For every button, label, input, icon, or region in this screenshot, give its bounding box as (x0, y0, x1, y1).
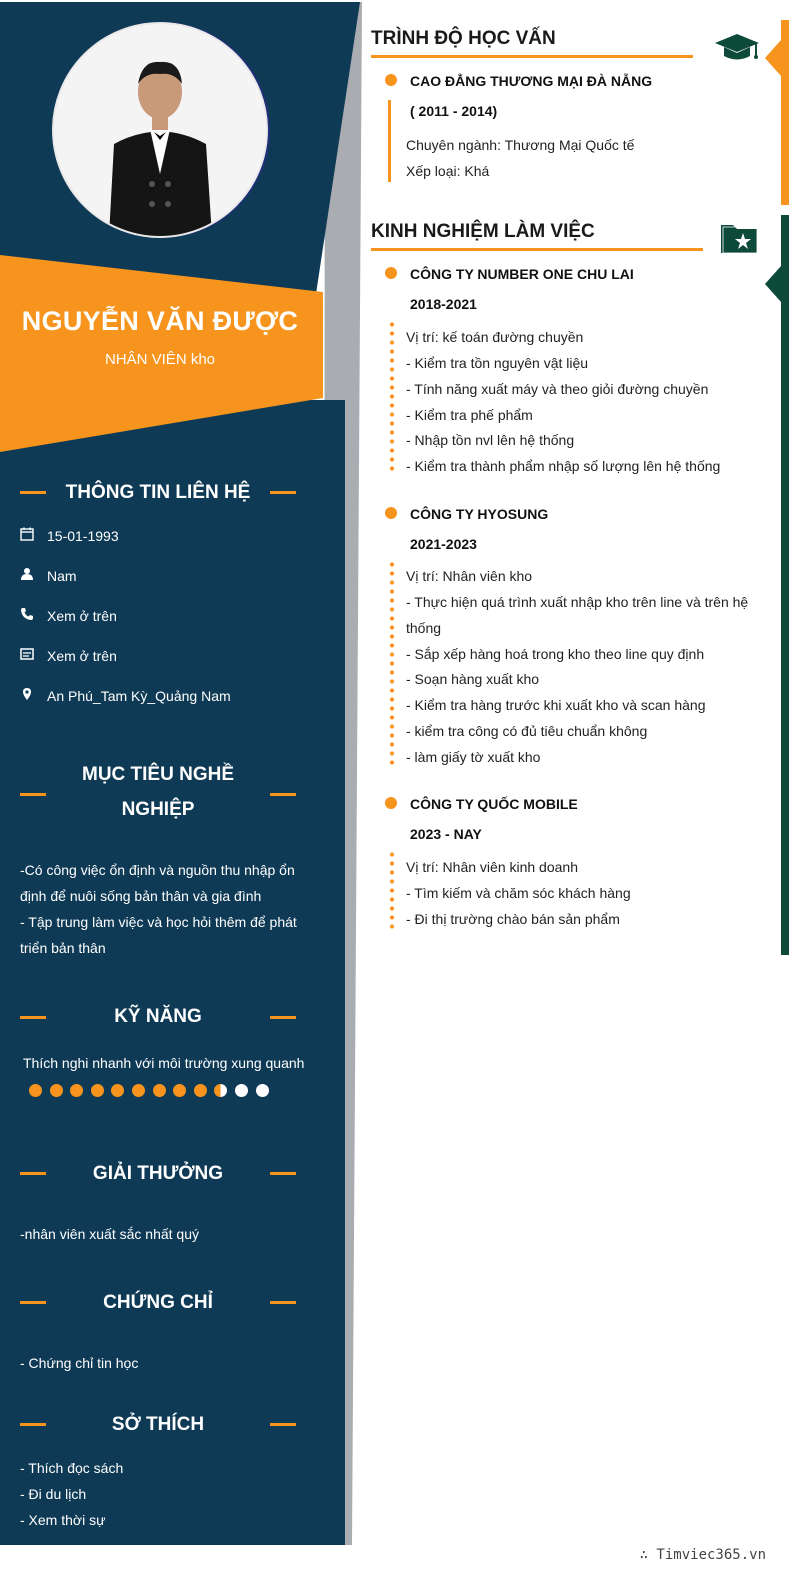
phone-icon (20, 607, 34, 621)
job-bullet (385, 507, 397, 519)
job-title: NHÂN VIÊN kho (104, 351, 216, 368)
hobby-line: - Thích đọc sách (20, 1460, 124, 1476)
job-line: - Sắp xếp hàng hoá trong kho theo line quy định (406, 646, 705, 662)
job-line: thống (406, 620, 442, 636)
job-line: - Tính năng xuất máy và theo giỏi đường chuyền (406, 381, 709, 397)
school-name: CAO ĐẲNG THƯƠNG MẠI ĐÀ NẴNG (410, 73, 653, 89)
objective-line: định để nuôi sống bản thân và gia đình (20, 888, 262, 904)
job-period: 2018-2021 (410, 296, 477, 312)
job-line: - làm giấy tờ xuất kho (406, 749, 541, 765)
heading-dash-right (270, 1016, 296, 1019)
objective-line: -Có công việc ổn định và nguồn thu nhập ổn (20, 862, 295, 878)
heading-dash-right (270, 1423, 296, 1426)
heading-dash-right (270, 1301, 296, 1304)
skill-dot (194, 1084, 207, 1097)
job-line: - Kiểm tra hàng trước khi xuất kho và scan hàng (406, 697, 706, 713)
certificate-line: - Chứng chỉ tin học (20, 1355, 139, 1371)
education-heading: TRÌNH ĐỘ HỌC VẤN (371, 28, 556, 49)
job-line: Vị trí: Nhân viên kinh doanh (406, 859, 578, 875)
job-timeline (390, 320, 394, 475)
hobbies-heading: SỞ THÍCH (111, 1414, 205, 1435)
education-grade: Xếp loại: Khá (406, 163, 490, 179)
skills-heading: KỸ NĂNG (114, 1006, 202, 1027)
certificates-heading: CHỨNG CHỈ (103, 1292, 213, 1313)
avatar (52, 22, 268, 238)
address-text: An Phú_Tam Kỳ_Quảng Nam (47, 688, 231, 704)
education-period: ( 2011 - 2014) (410, 103, 498, 119)
job-line: - Kiểm tra thành phẩm nhập số lượng lên hệ thống (406, 458, 721, 474)
skill-dot (91, 1084, 104, 1097)
objective-heading-line1: MỤC TIÊU NGHỀ (82, 764, 234, 785)
user-icon (20, 567, 34, 581)
job-line: Vị trí: kế toán đường chuyền (406, 329, 584, 345)
education-major: Chuyên ngành: Thương Mại Quốc tế (406, 137, 635, 153)
skill-dot (132, 1084, 145, 1097)
calendar-icon (20, 527, 34, 541)
education-timeline (388, 100, 391, 182)
skill-dot (153, 1084, 166, 1097)
job-period: 2023 - NAY (410, 826, 482, 842)
hobby-line: - Đi du lịch (20, 1486, 87, 1502)
folder-star-icon (719, 221, 759, 255)
job-period: 2021-2023 (410, 536, 477, 552)
hobby-line: - Xem thời sự (20, 1512, 106, 1528)
objective-line: triển bản thân (20, 940, 106, 956)
phone-text: Xem ở trên (47, 608, 117, 624)
job-timeline (390, 850, 394, 932)
education-bullet (385, 74, 397, 86)
job-line: - Soạn hàng xuất kho (406, 671, 540, 687)
contact-heading: THÔNG TIN LIÊN HỆ (65, 482, 251, 503)
person-photo (54, 24, 266, 236)
objective-line: - Tập trung làm việc và học hỏi thêm để phát (20, 914, 297, 930)
graduation-cap-icon (714, 32, 760, 64)
email-text: Xem ở trên (47, 648, 117, 664)
job-timeline (390, 560, 394, 768)
skill-dot (235, 1084, 248, 1097)
job-line: - Nhập tồn nvl lên hệ thống (406, 432, 575, 448)
job-line: - Tìm kiếm và chăm sóc khách hàng (406, 885, 631, 901)
job-line: - Thực hiện quá trình xuất nhập kho trên line và trên hệ (406, 594, 749, 610)
birthday-text: 15-01-1993 (47, 528, 119, 544)
experience-heading: KINH NGHIỆM LÀM VIỆC (371, 221, 595, 242)
heading-dash-right (270, 793, 296, 796)
company-name: CÔNG TY QUỐC MOBILE (410, 796, 578, 812)
skill-name: Thích nghi nhanh với môi trường xung quanh (23, 1055, 305, 1071)
experience-heading-underline (371, 248, 703, 251)
heading-dash-right (270, 491, 296, 494)
company-name: CÔNG TY NUMBER ONE CHU LAI (410, 266, 634, 282)
awards-heading: GIẢI THƯỞNG (92, 1163, 224, 1184)
skill-dot (50, 1084, 63, 1097)
skill-dot (29, 1084, 42, 1097)
job-line: - Đi thị trường chào bán sản phẩm (406, 911, 620, 927)
heading-dash-right (270, 1172, 296, 1175)
candidate-name: NGUYỄN VĂN ĐƯỢC (21, 306, 299, 336)
skill-dot (256, 1084, 269, 1097)
job-line: - kiểm tra công có đủ tiêu chuẩn không (406, 723, 648, 739)
job-line: - Kiểm tra tồn nguyên vật liệu (406, 355, 589, 371)
job-line: - Kiểm tra phế phẩm (406, 407, 533, 423)
gender-text: Nam (47, 568, 77, 584)
email-icon (20, 647, 34, 661)
job-line: Vị trí: Nhân viên kho (406, 568, 533, 584)
job-bullet (385, 267, 397, 279)
award-line: -nhân viên xuất sắc nhất quý (20, 1226, 200, 1242)
objective-heading-line2: NGHIỆP (121, 799, 195, 820)
job-bullet (385, 797, 397, 809)
location-icon (20, 687, 34, 701)
education-heading-underline (371, 55, 693, 58)
company-name: CÔNG TY HYOSUNG (410, 506, 549, 522)
watermark: ∴ Timviec365.vn (639, 1547, 766, 1563)
heading-dash-left (20, 793, 46, 796)
